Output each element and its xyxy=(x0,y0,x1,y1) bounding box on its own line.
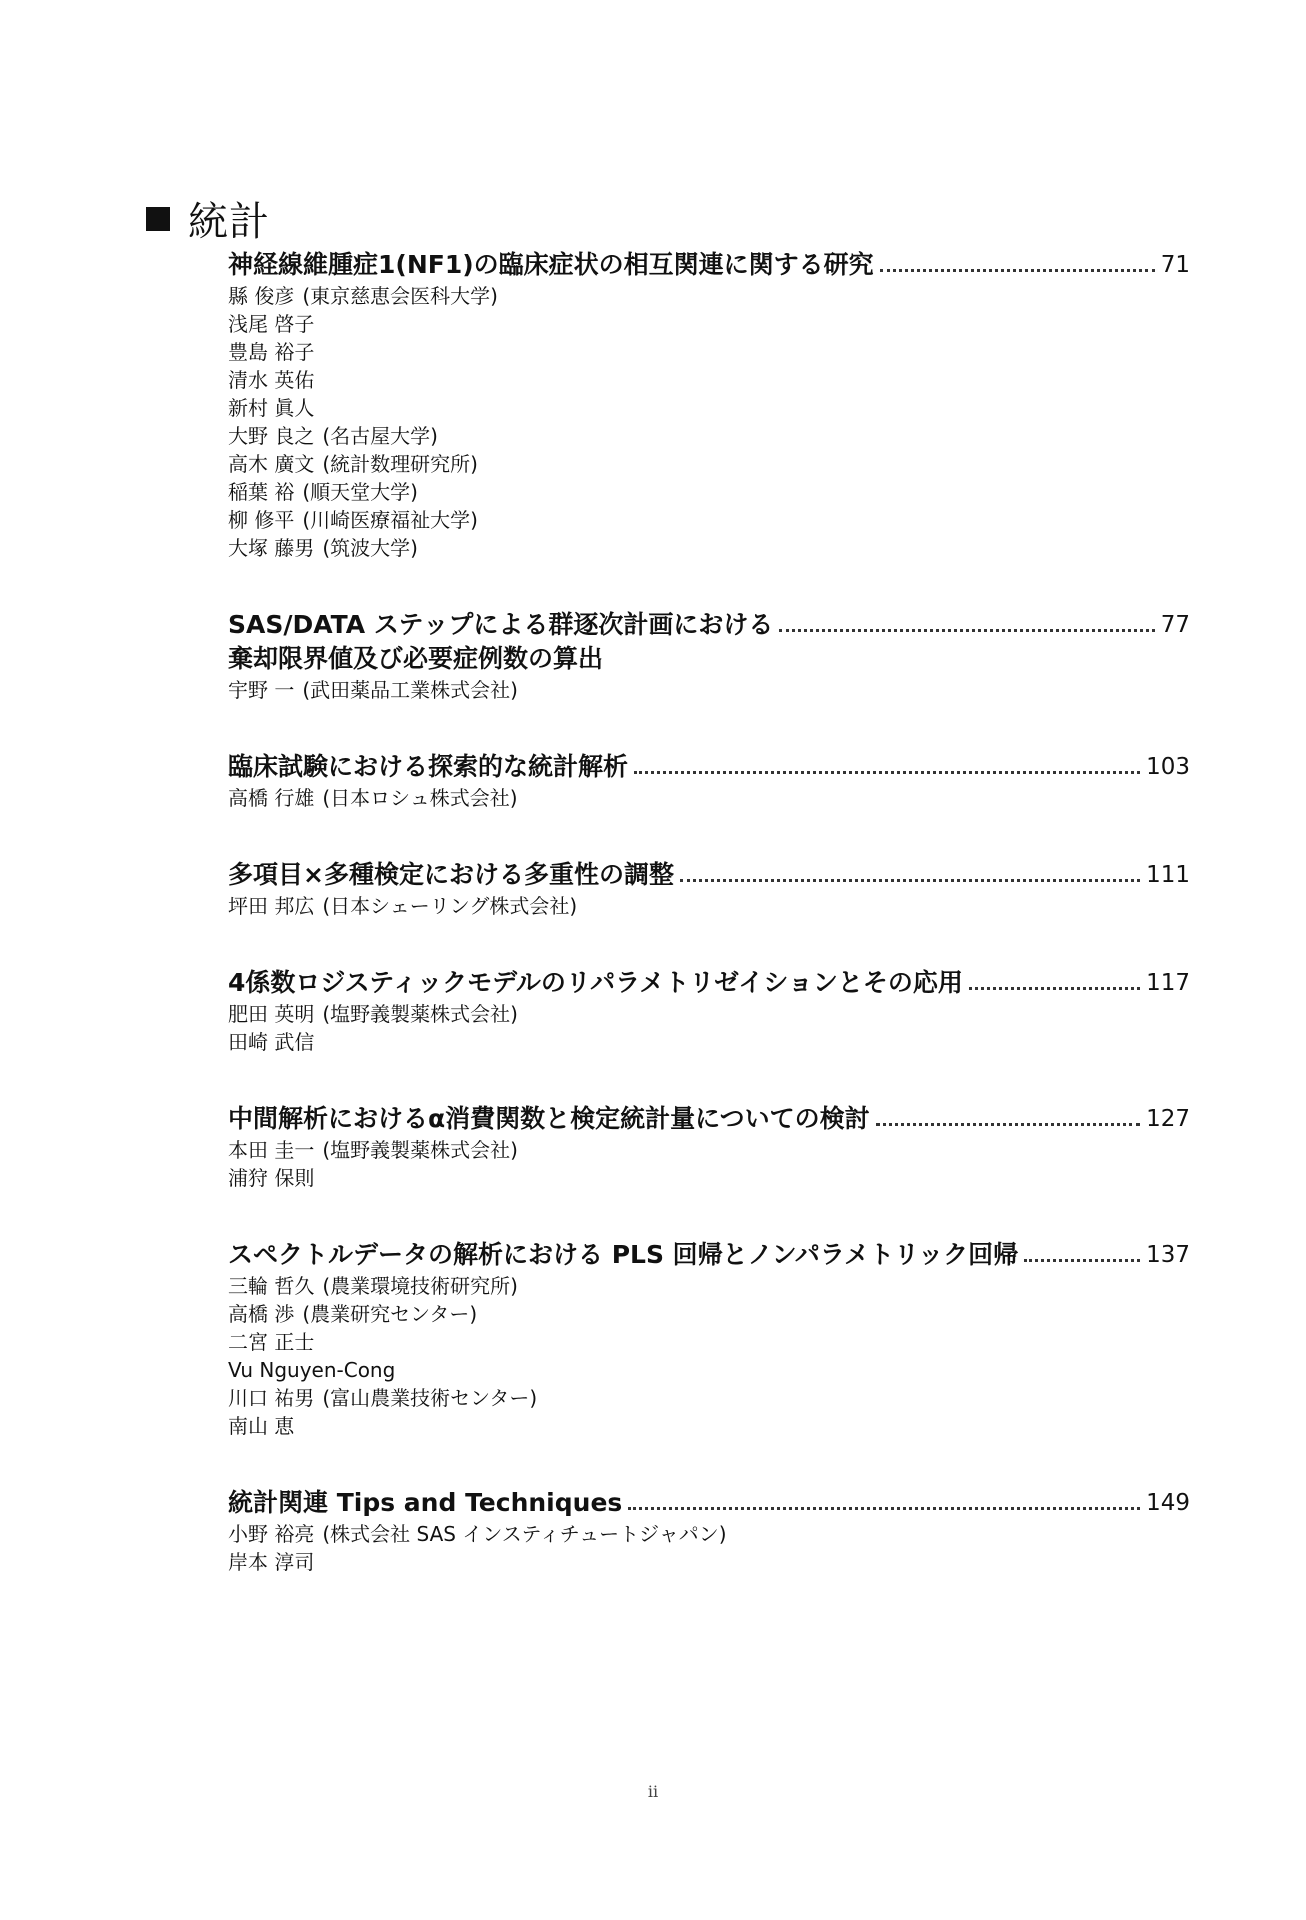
author-line xyxy=(228,1384,1190,1412)
author-line xyxy=(228,534,1190,562)
author-name: 本田 圭一 xyxy=(228,1138,315,1162)
author-name: 岸本 淳司 xyxy=(228,1550,315,1574)
author-name: 大野 良之 xyxy=(228,424,315,448)
toc-entry xyxy=(228,608,1190,704)
author-affiliation: (順天堂大学) xyxy=(302,480,418,504)
dot-leader xyxy=(680,879,1140,882)
author-line xyxy=(228,450,1190,478)
author-name: 浅尾 啓子 xyxy=(228,312,315,336)
author-line xyxy=(228,1136,1190,1164)
author-line xyxy=(228,394,1190,422)
author-name: 二宮 正士 xyxy=(228,1330,315,1354)
author-affiliation: (塩野義製薬株式会社) xyxy=(322,1138,518,1162)
author-line xyxy=(228,1300,1190,1328)
author-affiliation: (農業研究センター) xyxy=(302,1302,478,1326)
author-name: 新村 眞人 xyxy=(228,396,315,420)
author-line xyxy=(228,784,1190,812)
author-name: 浦狩 保則 xyxy=(228,1166,315,1190)
author-line xyxy=(228,310,1190,338)
author-affiliation: (日本ロシュ株式会社) xyxy=(322,786,518,810)
toc-entry xyxy=(228,1102,1190,1192)
author-line xyxy=(228,892,1190,920)
author-line xyxy=(228,478,1190,506)
author-name: 田崎 武信 xyxy=(228,1030,315,1054)
toc-entry-title: SAS/DATA ステップによる群逐次計画における xyxy=(228,610,774,639)
author-line xyxy=(228,1328,1190,1356)
toc-page-number: 77 xyxy=(1160,612,1190,638)
section-title: 統計 xyxy=(188,199,270,245)
toc-entry-title: 多項目×多種検定における多重性の調整 xyxy=(228,860,674,889)
author-affiliation: (統計数理研究所) xyxy=(322,452,478,476)
author-line xyxy=(228,422,1190,450)
dot-leader xyxy=(1024,1259,1140,1262)
author-name: 三輪 哲久 xyxy=(228,1274,315,1298)
dot-leader xyxy=(634,771,1140,774)
author-name: 縣 俊彦 xyxy=(228,284,295,308)
author-line xyxy=(228,366,1190,394)
author-line xyxy=(228,1548,1190,1576)
author-name: 柳 修平 xyxy=(228,508,295,532)
toc-entry xyxy=(228,966,1190,1056)
square-bullet-icon xyxy=(146,207,170,231)
author-line xyxy=(228,338,1190,366)
toc-entry xyxy=(228,1238,1190,1440)
author-name: 大塚 藤男 xyxy=(228,536,315,560)
author-name: 豊島 裕子 xyxy=(228,340,315,364)
toc-entry xyxy=(228,1486,1190,1576)
author-line xyxy=(228,1164,1190,1192)
toc-page-number: 71 xyxy=(1160,252,1190,278)
author-line xyxy=(228,282,1190,310)
toc-entry-title: スペクトルデータの解析における PLS 回帰とノンパラメトリック回帰 xyxy=(228,1240,1019,1269)
toc-page-number: 111 xyxy=(1146,862,1190,888)
author-name: 坪田 邦広 xyxy=(228,894,315,918)
author-name: 高橋 渉 xyxy=(228,1302,295,1326)
author-name: 小野 裕亮 xyxy=(228,1522,315,1546)
toc-title-row xyxy=(228,608,1190,642)
author-name: 肥田 英明 xyxy=(228,1002,315,1026)
author-name: 高橋 行雄 xyxy=(228,786,315,810)
toc-entry xyxy=(228,248,1190,562)
author-name: 清水 英佑 xyxy=(228,368,315,392)
toc-entry-title: 中間解析におけるα消費関数と検定統計量についての検討 xyxy=(228,1104,870,1133)
toc-page-number: 127 xyxy=(1146,1106,1190,1132)
author-name: 稲葉 裕 xyxy=(228,480,295,504)
author-name: 川口 祐男 xyxy=(228,1386,315,1410)
dot-leader xyxy=(628,1507,1140,1510)
table-of-contents xyxy=(228,248,1190,1622)
toc-title-row xyxy=(228,1238,1190,1272)
toc-page-number: 103 xyxy=(1146,754,1190,780)
toc-title-row xyxy=(228,750,1190,784)
toc-title-row xyxy=(228,858,1190,892)
dot-leader xyxy=(880,269,1155,272)
toc-title-row xyxy=(228,1486,1190,1520)
author-affiliation: (塩野義製薬株式会社) xyxy=(322,1002,518,1026)
author-affiliation: (東京慈恵会医科大学) xyxy=(302,284,498,308)
author-affiliation: (農業環境技術研究所) xyxy=(322,1274,518,1298)
author-line xyxy=(228,1412,1190,1440)
toc-entry-title: 臨床試験における探索的な統計解析 xyxy=(228,752,629,781)
dot-leader xyxy=(969,987,1140,990)
author-affiliation: (日本シェーリング株式会社) xyxy=(322,894,578,918)
toc-page-number: 149 xyxy=(1146,1490,1190,1516)
author-line xyxy=(228,1520,1190,1548)
author-affiliation: (筑波大学) xyxy=(322,536,418,560)
toc-entry-title: 統計関連 Tips and Techniques xyxy=(228,1488,623,1517)
toc-title-row xyxy=(228,248,1190,282)
author-name: 南山 恵 xyxy=(228,1414,295,1438)
toc-entry-title-continued: 棄却限界値及び必要症例数の算出 xyxy=(228,644,604,673)
author-line xyxy=(228,1000,1190,1028)
toc-title-row xyxy=(228,1102,1190,1136)
author-name: 高木 廣文 xyxy=(228,452,315,476)
toc-entry-title: 神経線維腫症1(NF1)の臨床症状の相互関連に関する研究 xyxy=(228,250,874,279)
author-affiliation: (川崎医療福祉大学) xyxy=(302,508,478,532)
toc-title-row xyxy=(228,966,1190,1000)
author-line xyxy=(228,506,1190,534)
author-affiliation: (名古屋大学) xyxy=(322,424,438,448)
author-line xyxy=(228,1356,1190,1384)
author-affiliation: (武田薬品工業株式会社) xyxy=(302,678,518,702)
page-number-footer: ii xyxy=(647,1782,659,1801)
toc-entry xyxy=(228,750,1190,812)
author-line xyxy=(228,676,1190,704)
author-name: 宇野 一 xyxy=(228,678,295,702)
author-line xyxy=(228,1028,1190,1056)
toc-page-number: 117 xyxy=(1146,970,1190,996)
author-affiliation: (富山農業技術センター) xyxy=(322,1386,538,1410)
toc-entry-title: 4係数ロジスティックモデルのリパラメトリゼイションとその応用 xyxy=(228,968,963,997)
author-line xyxy=(228,1272,1190,1300)
toc-entry xyxy=(228,858,1190,920)
toc-page-number: 137 xyxy=(1146,1242,1190,1268)
author-name: Vu Nguyen-Cong xyxy=(228,1358,396,1382)
section-heading xyxy=(146,190,270,247)
dot-leader xyxy=(876,1123,1140,1126)
author-affiliation: (株式会社 SAS インスティチュートジャパン) xyxy=(322,1522,727,1546)
dot-leader xyxy=(779,629,1154,632)
